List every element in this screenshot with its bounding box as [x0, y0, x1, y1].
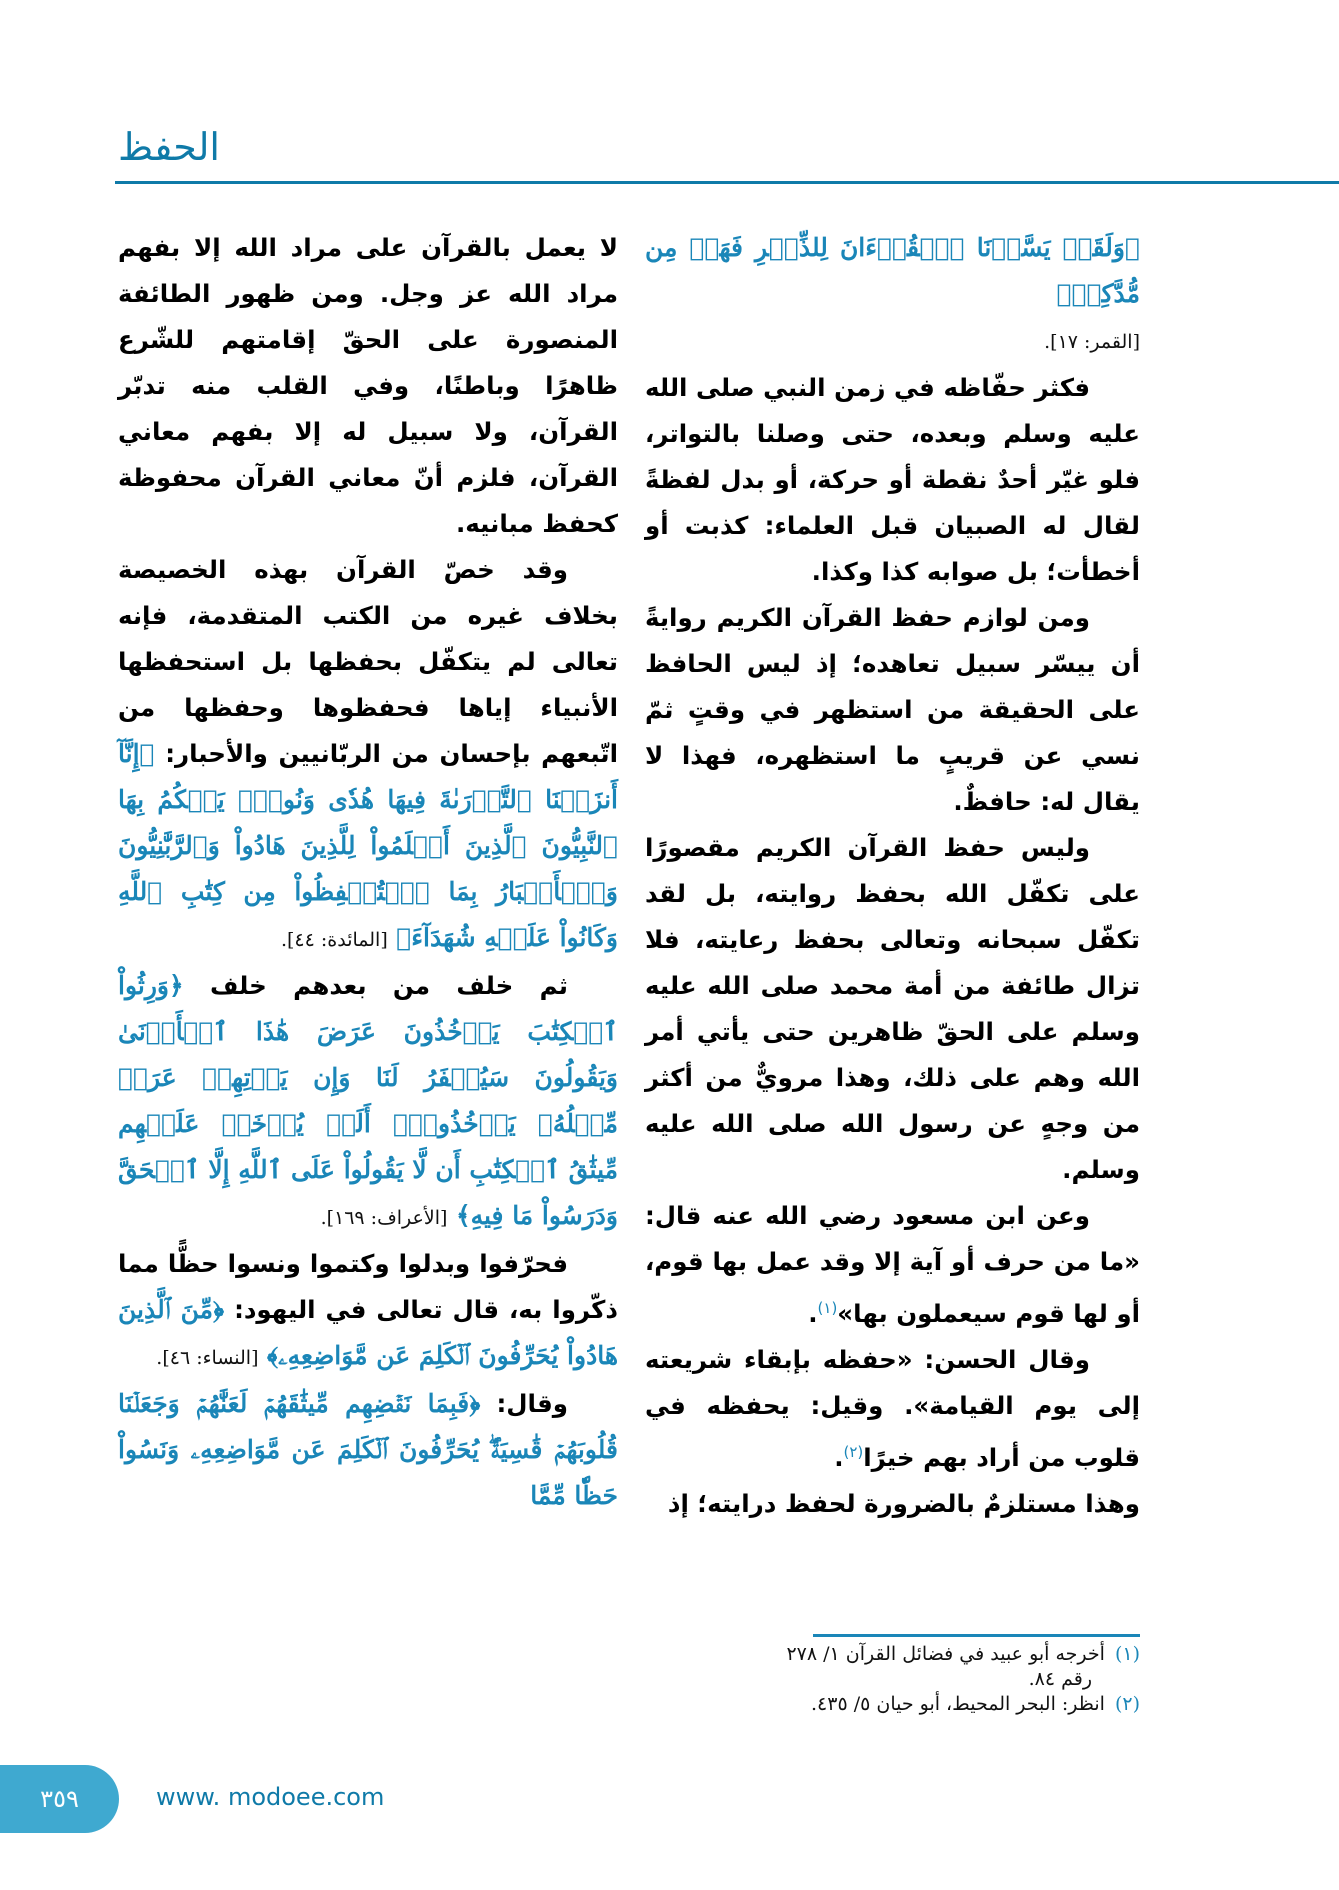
chapter-title: الحفظ [118, 125, 220, 169]
footnote-number: (٢) [1114, 1693, 1140, 1715]
paragraph-text: وقد خصّ القرآن بهذه الخصيصة بخلاف غيره من الكتب المتقدمة، فإنه تعالى لم يتكفّل بحفظها بل استحفظها الأنبياء إياها فحفظوها وحفظها من اتّبعهم بإحسان من الربّانيين والأحبار: [118, 555, 618, 768]
paragraph [645, 1337, 1140, 1481]
footnote-divider [813, 1634, 1140, 1637]
footnote-ref-1[interactable]: (١) [817, 1299, 838, 1317]
quran-verse: ﴿وَلَقَدۡ يَسَّرۡنَا ٱلۡقُرۡءَانَ لِلذِّكۡرِ فَهَلۡ مِن مُّدَّكِرٖ﴾ [645, 233, 1140, 308]
footnote-1-continued: رقم ٨٤. [1028, 1668, 1092, 1690]
paragraph [645, 1193, 1140, 1337]
quran-verse: ﴿وَرِثُواْ ٱلۡكِتَٰبَ يَأۡخُذُونَ عَرَضَ هَٰذَا ٱلۡأَدۡنَىٰ وَيَقُولُونَ سَيُغۡفَرُ لَنَا وَإِن يَأۡتِهِمۡ عَرَضٞ مِّثۡلُهُۥ يَأۡخُذُوهُۚ أَلَمۡ يُؤۡخَذۡ عَلَيۡهِم مِّيثَٰقُ ٱلۡكِتَٰبِ أَن لَّا يَقُولُواْ عَلَى ٱللَّهِ إِلَّا ٱلۡحَقَّ وَدَرَسُواْ مَا فِيهِ﴾ [118, 971, 618, 1230]
paragraph: وليس حفظ القرآن الكريم مقصورًا على تكفّل الله بحفظ روايته، بل لقد تكفّل سبحانه وتعالى بحفظ رعايته، فلا تزال طائفة من أمة محمد صلى الله عليه وسلم على الحقّ ظاهرين حتى يأتي أمر الله وهم على ذلك، وهذا مرويٌّ من أكثر من وجهٍ عن رسول الله صلى الله عليه وسلم. [645, 833, 1140, 1184]
verse-reference-line [645, 317, 1140, 365]
quran-verse: ﴿إِنَّآ أَنزَلۡنَا ٱلتَّوۡرَىٰةَ فِيهَا هُدٗى وَنُورٞۚ يَحۡكُمُ بِهَا ٱلنَّبِيُّونَ ٱلَّذِينَ أَسۡلَمُواْ لِلَّذِينَ هَادُواْ وَٱلرَّبَّٰنِيُّونَ وَٱلۡأَحۡبَارُ بِمَا ٱسۡتُحۡفِظُواْ مِن كِتَٰبِ ٱللَّهِ وَكَانُواْ عَلَيۡهِ شُهَدَآءَ﴾ [118, 739, 618, 952]
paragraph: وهذا مستلزمٌ بالضرورة لحفظ درايته؛ إذ [667, 1489, 1140, 1519]
verse-reference: [الأعراف: ١٦٩]. [320, 1207, 448, 1229]
verse-block [645, 225, 1140, 317]
page-number-badge [0, 1765, 119, 1833]
header-divider [115, 181, 1339, 184]
paragraph [118, 1381, 618, 1519]
verse-reference: [المائدة: ٤٤]. [280, 929, 388, 951]
paragraph-text: وقال: [496, 1389, 568, 1418]
paragraph: لا يعمل بالقرآن على مراد الله إلا بفهم مراد الله عز وجل. ومن ظهور الطائفة المنصورة على الحقّ إقامتهم للشّرع ظاهرًا وباطنًا، وفي القلب منه تدبّر القرآن، ولا سبيل له إلا بفهم معاني القرآن، فلزم أنّ معاني القرآن محفوظة كحفظ مبانيه. [118, 233, 618, 538]
left-column [118, 225, 618, 1519]
footnote-ref-2[interactable]: (٢) [843, 1443, 864, 1462]
right-column [645, 225, 1140, 1527]
paragraph [118, 963, 618, 1241]
footnote-1 [645, 1642, 1140, 1667]
footnote-2 [645, 1692, 1140, 1717]
paragraph [118, 1241, 618, 1381]
paragraph-text: وعن ابن مسعود رضي الله عنه قال: «ما من حرف أو آية إلا وقد عمل بها قوم، أو لها قوم سيعملون بها» [645, 1201, 1140, 1329]
verse-reference: [النساء: ٤٦]. [156, 1347, 259, 1369]
paragraph-text: ثم خلف من بعدهم خلف [209, 971, 568, 1000]
paragraph: ومن لوازم حفظ القرآن الكريم روايةً أن ييسّر سبيل تعاهده؛ إذ ليس الحافظ على الحقيقة من استظهر في وقتٍ ثمّ نسي عن قريبٍ ما استظهره، فهذا لا يقال له: حافظٌ. [645, 603, 1140, 816]
quran-verse: ﴿مِّنَ ٱلَّذِينَ هَادُواْ يُحَرِّفُونَ ٱلۡكَلِمَ عَن مَّوَاضِعِهِۦ﴾ [118, 1295, 618, 1370]
paragraph: فكثر حفّاظه في زمن النبي صلى الله عليه وسلم وبعده، حتى وصلنا بالتواتر، فلو غيّر أحدٌ نقطة أو حركة، أو بدل لفظةً لقال له الصبيان قبل العلماء: كذبت أو أخطأت؛ بل صوابه كذا وكذا. [645, 373, 1140, 586]
verse-reference: [القمر: ١٧]. [1044, 331, 1140, 353]
page-number: ٣٥٩ [40, 1785, 79, 1813]
footnote-number: (١) [1114, 1643, 1140, 1665]
paragraph-end: . [834, 1443, 844, 1473]
footnote-text: أخرجه أبو عبيد في فضائل القرآن ١/ ٢٧٨ [786, 1643, 1105, 1665]
footnote-text: انظر: البحر المحيط، أبو حيان ٥/ ٤٣٥. [810, 1693, 1105, 1715]
paragraph [118, 547, 618, 963]
paragraph-text: وقال الحسن: «حفظه بإبقاء شريعته إلى يوم القيامة». وقيل: يحفظه في قلوب من أراد بهم خيرًا [645, 1345, 1140, 1473]
website-link[interactable]: www. modoee.com [156, 1783, 385, 1811]
quran-verse: ﴿فَبِمَا نَقۡضِهِم مِّيثَٰقَهُمۡ لَعَنَّٰهُمۡ وَجَعَلۡنَا قُلُوبَهُمۡ قَٰسِيَةٗۖ يُحَرِّفُونَ ٱلۡكَلِمَ عَن مَّوَاضِعِهِۦ وَنَسُواْ حَظّٗا مِّمَّا [118, 1389, 618, 1510]
paragraph-end: . [808, 1299, 818, 1329]
paragraph-text: فحرّفوا وبدلوا وكتموا ونسوا حظًّا مما ذكّروا به، قال تعالى في اليهود: [118, 1249, 618, 1324]
footnotes [645, 1642, 1140, 1717]
